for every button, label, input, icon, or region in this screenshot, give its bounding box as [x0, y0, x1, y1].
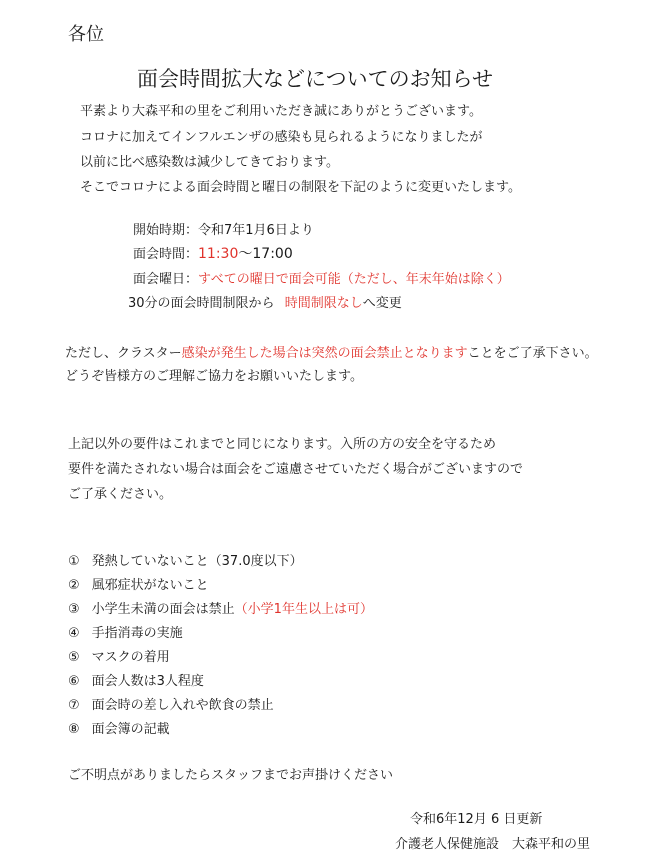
- list-number: ③: [68, 602, 80, 617]
- list-text-highlight: （小学1年生以上は可）: [234, 602, 373, 617]
- list-number: ⑦: [68, 698, 80, 713]
- start-value: 令和7年1月6日より: [198, 223, 314, 238]
- list-item: [68, 646, 170, 665]
- list-text: 風邪症状がないこと: [91, 578, 209, 593]
- list-text: 発熱していないこと（37.0度以下）: [91, 554, 303, 569]
- start-date-row: [133, 219, 314, 238]
- start-label: 開始時期：: [133, 223, 199, 238]
- list-text: 面会簿の記載: [91, 722, 170, 737]
- limit-after: へ変更: [362, 296, 402, 311]
- list-text: 面会時の差し入れや飲食の禁止: [91, 698, 274, 713]
- note-line: ご了承ください。: [68, 487, 173, 502]
- list-text: 手指消毒の実施: [91, 626, 183, 641]
- page-title: 面会時間拡大などについてのお知らせ: [137, 67, 493, 91]
- list-number: ④: [68, 626, 80, 641]
- list-text: 小学生未満の面会は禁止: [91, 602, 235, 617]
- hours-end: 〜17:00: [238, 246, 293, 262]
- list-item: [68, 598, 373, 617]
- hours-start: 11:30: [198, 246, 239, 262]
- list-number: ⑤: [68, 650, 80, 665]
- limit-row: [128, 292, 402, 311]
- caution-warning: 感染が発生した場合は突然の面会禁止となります: [181, 346, 468, 361]
- intro-line: コロナに加えてインフルエンザの感染も見られるようになりましたが: [80, 130, 483, 145]
- facility-name: 介護老人保健施設 大森平和の里: [395, 837, 591, 852]
- note-line: 要件を満たされない場合は面会をご遠慮させていただく場合がございますので: [68, 462, 524, 477]
- days-value: すべての曜日で面会可能（ただし、年末年始は除く）: [198, 272, 510, 287]
- list-number: ⑧: [68, 722, 80, 737]
- list-item: [68, 694, 274, 713]
- list-text: マスクの着用: [91, 650, 170, 665]
- addressee: 各位: [68, 24, 104, 45]
- list-item: [68, 622, 183, 641]
- list-number: ⑥: [68, 674, 80, 689]
- caution-line-2: どうぞ皆様方のご理解ご協力をお願いいたします。: [65, 369, 363, 384]
- note-line: 上記以外の要件はこれまでと同じになります。入所の方の安全を守るため: [68, 437, 496, 452]
- list-item: [68, 550, 303, 569]
- updated-date: 令和6年12月 6 日更新: [410, 812, 543, 827]
- list-number: ①: [68, 554, 80, 569]
- contact-note: ご不明点がありましたらスタッフまでお声掛けください: [68, 768, 394, 783]
- limit-before: 30分の面会時間制限から: [128, 296, 275, 311]
- days-row: [133, 268, 510, 287]
- list-item: [68, 670, 204, 689]
- caution-part3: ことをご了承下さい。: [467, 346, 598, 361]
- caution-line: [65, 342, 598, 361]
- intro-line: 以前に比べ感染数は減少してきております。: [80, 155, 339, 170]
- list-number: ②: [68, 578, 80, 593]
- intro-line: 平素より大森平和の里をご利用いただき誠にありがとうございます。: [80, 104, 482, 119]
- list-text: 面会人数は3人程度: [91, 674, 204, 689]
- list-item: [68, 718, 170, 737]
- days-label: 面会曜日：: [133, 272, 199, 287]
- hours-row: [133, 243, 293, 263]
- intro-line: そこでコロナによる面会時間と曜日の制限を下記のように変更いたします。: [80, 180, 521, 195]
- hours-label: 面会時間：: [133, 247, 199, 262]
- limit-red: 時間制限なし: [284, 296, 363, 311]
- caution-part1: ただし、クラスター: [65, 346, 182, 361]
- list-item: [68, 574, 209, 593]
